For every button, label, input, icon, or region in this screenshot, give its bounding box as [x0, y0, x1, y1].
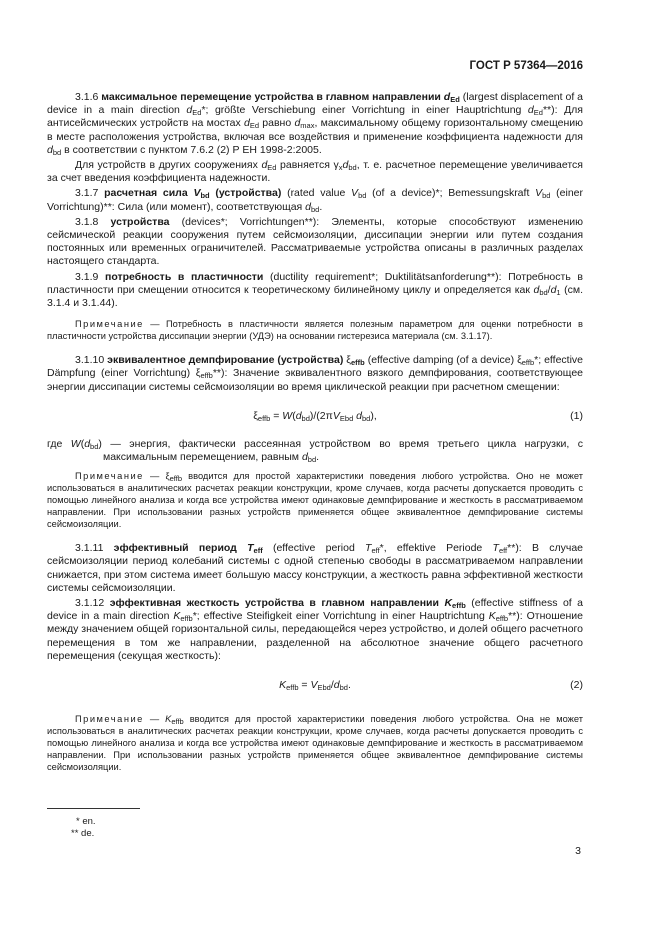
note-effective-stiffness: Примечание — $K_{effb}$ вводится для простой характеристики поведения любого устройства. Она не может использоваться в аналитических расчетах реакции конструкции, кроме случаев, когда расчеты допускается проводить с помощью линейного анализа и когда все устройства имеют одинаковые демпфирование и жесткость в рассматриваемом направлении. При использовании разных устройств применяется общее эквивалентное демпфирование системы сейсмоизоляции.	[47, 714, 583, 773]
clause-3-1-6: 3.1.6 максимальное перемещение устройства в главном направлении $d_{Ed}$ (largest displacement of a device in a main direction $d_{Ed}*$; größte Verschiebung einer Vorrichtung in einer Hauptrichtung $d_{Ed}**$): Для антисейсмических устройств на мостах $d_{Ed}$ равно $d_{max}$, максимальному общему горизонтальному смещению в месте расположения устройства, включая все воздействия и применение коэффициента надежности для $d_{bd}$ в соответствии с пунктом 7.6.2 (2) Р ЕН 1998-2:2005.	[47, 91, 583, 157]
equation-1-expression: $\xi_{effb} = W(d_{bd})/(2\pi V_{Ebd}$ $d_{bd}$),	[253, 409, 377, 423]
footnote-de: ** de.	[71, 828, 95, 839]
main-content	[47, 91, 583, 773]
standard-header: ГОСТ Р 57364—2016	[469, 60, 583, 72]
note-ductility: Примечание — Потребность в пластичности является полезным параметром для оценки потребности в пластичности устройства диссипации энергии (УДЭ) на основании гистерезиса материала (см. 3.1.17).	[47, 319, 583, 342]
equation-2-expression: $K_{effb} = V_{Ebd}/d_{bd}$.	[279, 679, 351, 693]
clause-term: максимальное перемещение устройства в главном направлении	[101, 91, 441, 103]
clause-term: устройства	[110, 215, 170, 228]
equation-2	[47, 679, 583, 693]
clause-3-1-12: 3.1.12 эффективная жесткость устройства в главном направлении $K_{effb}$ (effective stiffness of a device in a main direction $K_{effb}*$; effective Steifigkeit einer Vorrichtung in einer Hauptrichtung $K_{effb}**$): Отношение между значением общей горизонтальной силы, передающейся через устройство, и долей общего расчетного перемещения в том же направлении, разделенной на абсолютное значение общего расчетного перемещения (секущая жесткость):	[47, 597, 584, 662]
clause-3-1-10: 3.1.10 эквивалентное демпфирование (устройства) $\xi_{effb}$ (effective damping (of a device) $\xi_{effb}*$; effective Dämpfung (einer Vorrichtung) $\xi_{effb}**$): Значение эквивалентного вязкого демпфирования, соответствующее энергии диссипации системы сейсмоизоляции во время циклической реакции при расчетном смещении:	[47, 354, 584, 393]
clause-term: эквивалентное демпфирование (устройства)	[107, 354, 344, 367]
equation-1-number: (1)	[570, 409, 583, 422]
clause-term: эффективная жесткость устройства в главном направлении	[109, 597, 439, 610]
note-effective-damping: Примечание — $\xi_{effb}$ вводится для простой характеристики поведения любого устройства. Оно не может использоваться в аналитических расчетах реакции конструкции, кроме случаев, когда расчеты допускается проводить с помощью линейного анализа и когда все устройства имеют одинаковые демпфирование и жесткость в рассматриваемом направлении. При использовании разных устройств применяется общее эквивалентное демпфирование системы сейсмоизоляции.	[47, 471, 583, 530]
clause-term: эффективный период	[113, 542, 237, 555]
clause-3-1-8: 3.1.8 устройства (devices*; Vorrichtungen**): Элементы, которые способствуют изменению сейсмической реакции сооружения путем сейсмоизоляции, диссипации энергии или путем создания постоянных или временных ограничителей. Рассматриваемые устройства описаны в различных разделах настоящего стандарта.	[47, 215, 584, 268]
footnote-en: * en.	[76, 816, 96, 827]
page-number: 3	[575, 845, 581, 857]
clause-3-1-6-para2: Для устройств в других сооружениях $d_{Ed}$ равняется $\gamma_xd_{bd}$, т. е. расчетное перемещение увеличивается за счет введения коэффициента надежности.	[47, 159, 583, 185]
clause-term: расчетная сила	[104, 187, 188, 200]
equation-1	[47, 410, 583, 424]
equation-2-number: (2)	[570, 679, 583, 692]
clause-3-1-11: 3.1.11 эффективный период $T_{eff}$ (effective period $T_{eff}*$, effektive Periode $T_{eff}**$): В случае сейсмоизоляции период колебаний системы с одной степенью свободы в рассматриваемом направлении снижается, при этом система имеет большую массу конструкции, а жесткость равна эффективной жесткости системы сейсмоизоляции.	[47, 542, 583, 594]
clause-3-1-7: 3.1.7 расчетная сила $V_{bd}$ (устройства) (rated value $V_{bd}$ (of a device)*; Bemessungskraft $V_{bd}$ (einer Vorrichtung)**: Сила (или момент), соответствующая $d_{bd}$.	[47, 187, 584, 214]
where-clause: где $W(d_{bd})$ — энергия, фактически рассеянная устройством во время третьего цикла нагрузки, с максимальным перемещением, равным $d_{bd}$.	[47, 437, 584, 465]
clause-term: потребность в пластичности	[104, 270, 264, 283]
footnote-divider	[47, 808, 140, 809]
clause-3-1-9: 3.1.9 потребность в пластичности (ductility requirement*; Duktilitätsanforderung**): Потребность в пластичности при смещении относится к теоретическому билинейному циклу и определяется как $d_{bd}/d_1$ (см. 3.1.4 и 3.1.44).	[47, 270, 583, 310]
